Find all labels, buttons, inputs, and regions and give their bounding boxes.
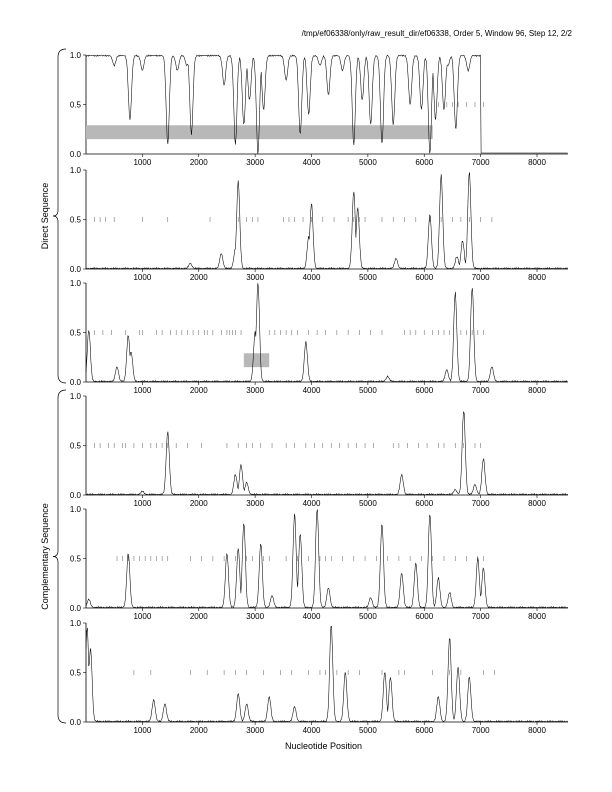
group-label: Direct Sequence [40,182,50,250]
y-tick-label: 0.5 [69,554,81,564]
panel-direct-frame-1 [70,51,568,167]
x-tick-label: 4000 [302,386,321,395]
x-tick-label: 8000 [528,612,546,621]
panel-complementary-frame-3 [70,619,568,735]
x-tick-label: 4000 [302,158,321,167]
y-tick-label: 0.0 [69,265,81,274]
x-tick-label: 1000 [133,158,152,167]
x-tick-label: 2000 [189,726,208,735]
x-tick-label: 5000 [358,273,377,282]
x-tick-label: 8000 [528,386,546,395]
x-tick-label: 5000 [358,726,377,735]
x-tick-label: 7000 [471,612,490,621]
x-tick-label: 7000 [471,158,490,167]
group-brace [53,49,66,383]
y-tick-label: 0.0 [69,378,81,387]
y-tick-label: 1.0 [69,166,81,175]
y-tick-label: 1.0 [69,505,81,514]
x-tick-label: 4000 [302,612,321,621]
signal-line [86,509,568,608]
signal-line [86,172,568,269]
x-tick-label: 1000 [133,386,152,395]
group-brace [53,390,66,723]
x-tick-label: 7000 [471,499,490,508]
x-tick-label: 5000 [358,499,377,508]
x-tick-label: 2000 [189,158,208,167]
signal-line [86,626,568,722]
x-tick-label: 1000 [133,612,152,621]
x-tick-label: 3000 [246,273,265,282]
x-tick-label: 2000 [189,612,208,621]
panel-direct-frame-3 [70,279,568,395]
x-tick-label: 5000 [358,612,377,621]
x-tick-label: 8000 [528,726,546,735]
y-tick-label: 1.0 [69,51,81,60]
x-tick-label: 3000 [246,386,265,395]
x-tick-label: 3000 [246,726,265,735]
panel-complementary-frame-1 [70,392,568,508]
x-tick-label: 2000 [189,499,208,508]
x-tick-label: 3000 [246,612,265,621]
x-tick-label: 2000 [189,386,208,395]
x-tick-label: 4000 [302,273,321,282]
y-tick-label: 0.5 [69,215,81,225]
x-tick-label: 8000 [528,158,546,167]
y-tick-label: 0.5 [69,441,81,451]
x-tick-label: 7000 [471,273,490,282]
x-tick-label: 6000 [415,499,434,508]
panel-complementary-frame-2 [70,505,568,621]
y-tick-label: 1.0 [69,279,81,288]
y-tick-label: 0.5 [69,668,81,678]
x-tick-label: 1000 [133,273,152,282]
y-tick-label: 1.0 [69,619,81,628]
gene-block [244,353,269,367]
x-tick-label: 4000 [302,726,321,735]
x-tick-label: 6000 [415,386,434,395]
x-tick-label: 7000 [471,726,490,735]
x-tick-label: 3000 [246,499,265,508]
x-tick-label: 5000 [358,386,377,395]
x-tick-label: 2000 [189,273,208,282]
x-tick-label: 1000 [133,726,152,735]
x-tick-label: 6000 [415,158,434,167]
x-tick-label: 5000 [358,158,377,167]
y-tick-label: 0.0 [69,604,81,613]
x-tick-label: 6000 [415,612,434,621]
x-tick-label: 4000 [302,499,321,508]
x-tick-label: 6000 [415,273,434,282]
y-tick-label: 0.5 [69,328,81,338]
y-tick-label: 0.0 [69,491,81,500]
signal-line [86,412,568,495]
x-axis-label: Nucleotide Position [285,741,363,751]
panel-direct-frame-2 [70,166,568,282]
x-tick-label: 6000 [415,726,434,735]
x-tick-label: 3000 [246,158,265,167]
x-tick-label: 8000 [528,499,546,508]
page-title: /tmp/ef06338/only/raw_result_dir/ef06338, Order 5, Window 96, Step 12, 2/2 [301,29,572,38]
x-tick-label: 1000 [133,499,152,508]
signal-line [86,283,568,382]
y-tick-label: 0.5 [69,100,81,110]
group-label: Complementary Sequence [40,503,50,610]
y-tick-label: 0.0 [69,150,81,159]
x-tick-label: 8000 [528,273,546,282]
y-tick-label: 1.0 [69,392,81,401]
y-tick-label: 0.0 [69,718,81,727]
x-tick-label: 7000 [471,386,490,395]
